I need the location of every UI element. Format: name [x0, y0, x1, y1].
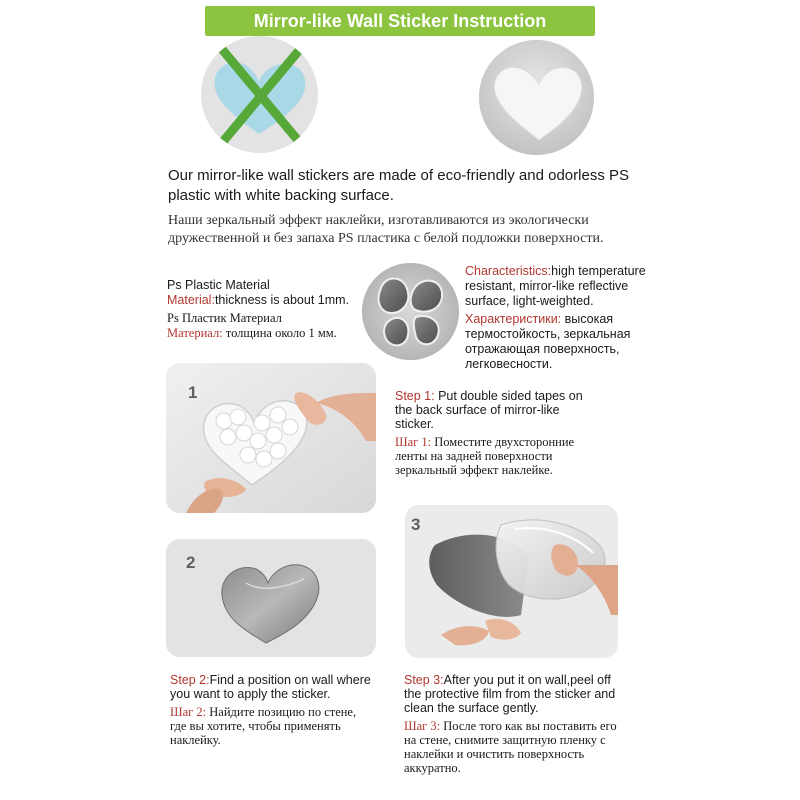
- step-3-photo: [405, 505, 618, 658]
- butterfly-sticker-icon: [362, 263, 459, 360]
- step-2-text-en: Find a position on wall where you want to apply the sticker.: [170, 673, 371, 701]
- step-3-label-en: Step 3:: [404, 673, 444, 687]
- step-2-text-ru: Найдите позицию по стене, где вы хотите, чтобы применять наклейку.: [170, 705, 357, 747]
- characteristics-value-ru: высокая термостойкость, зеркальная отражающая поверхность, легковесности.: [465, 312, 631, 371]
- page-title: Mirror-like Wall Sticker Instruction: [253, 10, 547, 31]
- step-2-number: 2: [186, 553, 196, 572]
- material-title-en: Ps Plastic Material: [167, 278, 270, 292]
- step-2-photo: [166, 539, 376, 657]
- step-3-label-ru: Шаг 3:: [404, 719, 441, 733]
- step-3-number: 3: [411, 515, 421, 534]
- step-1-label-ru: Шаг 1:: [395, 435, 432, 449]
- step-1-photo: [166, 363, 376, 513]
- step-2-instructions: [170, 673, 375, 747]
- step-2-label-en: Step 2:: [170, 673, 210, 687]
- material-value-ru: толщина около 1 мм.: [222, 326, 337, 340]
- step-3-text-ru: После того как вы поставить его на стене, снимите защитную пленку с наклейки и очистить поверхность аккуратно.: [404, 719, 617, 775]
- wrong-example-image: [201, 36, 318, 153]
- material-info: [167, 278, 362, 341]
- intro-english: Our mirror-like wall stickers are made of eco-friendly and odorless PS plastic with white backing surface.: [168, 167, 629, 204]
- white-heart-icon: [479, 40, 594, 155]
- material-label-ru: Материал:: [167, 326, 223, 340]
- material-value-en: thickness is about 1mm.: [214, 293, 350, 307]
- mirror-sticker-sample-image: [362, 263, 459, 360]
- material-label-en: Material:: [167, 293, 215, 307]
- material-title-ru: Ps Пластик Материал: [167, 311, 282, 325]
- step-1-number: 1: [188, 383, 198, 402]
- characteristics-label-ru: Характеристики:: [465, 312, 562, 326]
- characteristics-label-en: Characteristics:: [465, 264, 552, 278]
- correct-example-image: [479, 40, 594, 155]
- step-3-instructions: [404, 673, 629, 775]
- step-1-instructions: [395, 389, 595, 477]
- step-3-text-en: After you put it on wall,peel off the protective film from the sticker and clean the surface gently.: [404, 673, 616, 715]
- title-banner: [205, 6, 595, 36]
- crossed-heart-icon: [201, 36, 318, 153]
- characteristics-info: [465, 264, 665, 372]
- characteristics-value-en: high temperature resistant, mirror-like reflective surface, light-weighted.: [465, 264, 646, 308]
- step-2-label-ru: Шаг 2:: [170, 705, 207, 719]
- step-1-text-en: Put double sided tapes on the back surface of mirror-like sticker.: [395, 389, 583, 431]
- intro-russian: Наши зеркальный эффект наклейки, изготавливаются из экологически дружественной и без запаха PS пластика с белой подложки поверхности.: [168, 213, 604, 246]
- step-1-text-ru: Поместите двухсторонние ленты на задней поверхности зеркальный эффект наклейке.: [395, 435, 575, 477]
- step-1-label-en: Step 1:: [395, 389, 435, 403]
